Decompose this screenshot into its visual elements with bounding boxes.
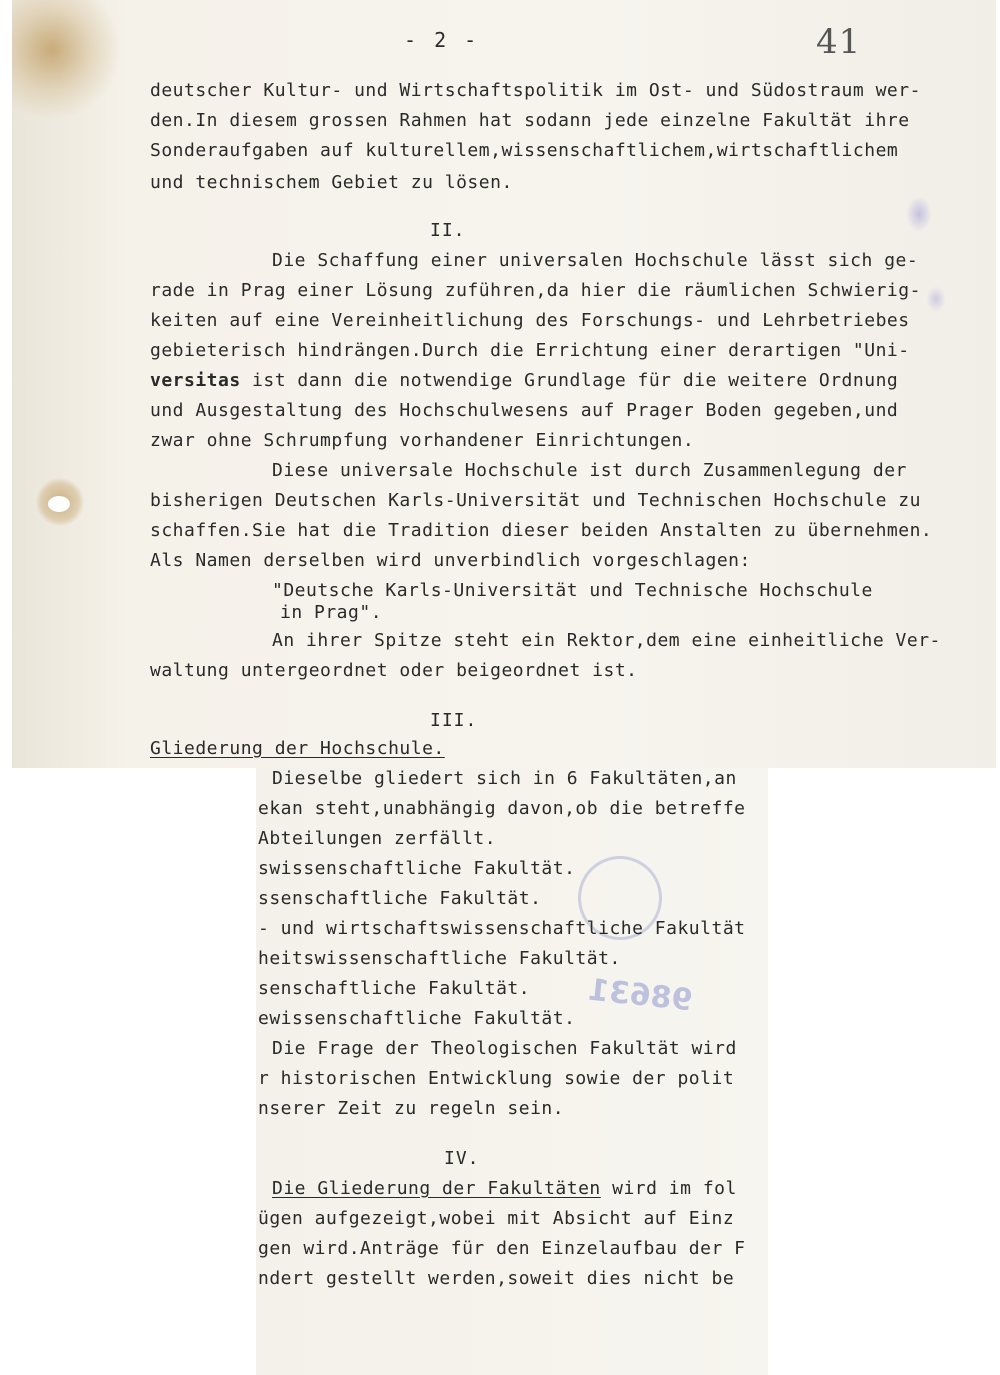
text-line: Die Frage der Theologischen Fakultät wird	[272, 1038, 737, 1059]
text-line: und Ausgestaltung des Hochschulwesens auf Prager Boden gegeben,und	[150, 400, 899, 421]
text-line: An ihrer Spitze steht ein Rektor,dem eine einheitliche Ver-	[272, 630, 941, 651]
text-segment: wird im fol	[600, 1178, 737, 1199]
text-line: zwar ohne Schrumpfung vorhandener Einrichtungen.	[150, 430, 695, 451]
text-line: heitswissenschaftliche Fakultät.	[258, 948, 621, 969]
text-line: keiten auf eine Vereinheitlichung des Forschungs- und Lehrbetriebes	[150, 310, 910, 331]
text-line: ewissenschaftliche Fakultät.	[258, 1008, 576, 1029]
text-line: bisherigen Deutschen Karls-Universität und Technischen Hochschule zu	[150, 490, 921, 511]
text-line: gen wird.Anträge für den Einzelaufbau der F	[258, 1238, 746, 1259]
text-line: Sonderaufgaben auf kulturellem,wissenschaftlichem,wirtschaftlichem	[150, 140, 899, 161]
text-line: senschaftliche Fakultät.	[258, 978, 531, 999]
text-line: gebieterisch hindrängen.Durch die Errichtung einer derartigen "Uni-	[150, 340, 910, 361]
text-line: - und wirtschaftswissenschaftliche Fakultät	[258, 918, 746, 939]
bold-word: versitas	[150, 370, 241, 391]
archive-number: 41	[816, 22, 862, 62]
text-line: rade in Prag einer Lösung zuführen,da hier die räumlichen Schwierig-	[150, 280, 921, 301]
text-segment: ist dann die notwendige Grundlage für die weitere Ordnung	[240, 370, 899, 391]
text-line: nserer Zeit zu regeln sein.	[258, 1098, 565, 1119]
underlined-phrase: Die Gliederung der Fakultäten	[272, 1178, 601, 1199]
text-line: waltung untergeordnet oder beigeordnet ist.	[150, 660, 638, 681]
text-line: Dieselbe gliedert sich in 6 Fakultäten,an	[272, 768, 737, 789]
text-line: r historischen Entwicklung sowie der polit	[258, 1068, 735, 1089]
text-line: Als Namen derselben wird unverbindlich vorgeschlagen:	[150, 550, 751, 571]
punch-hole	[36, 478, 84, 526]
text-line: deutscher Kultur- und Wirtschaftspolitik im Ost- und Südostraum wer-	[150, 80, 921, 101]
text-line: ssenschaftliche Fakultät.	[258, 888, 542, 909]
text-line: in Prag".	[280, 602, 383, 623]
text-line	[150, 370, 898, 392]
mirrored-stamp-number: 98631	[586, 972, 694, 1019]
text-line: swissenschaftliche Fakultät.	[258, 858, 576, 879]
text-line: ekan steht,unabhängig davon,ob die betreffe	[258, 798, 746, 819]
text-line: ndert gestellt werden,soweit dies nicht be	[258, 1268, 735, 1289]
text-line	[272, 1178, 737, 1200]
page-number: - 2 -	[404, 28, 480, 52]
ink-stamp-mark	[926, 286, 946, 312]
text-line: den.In diesem grossen Rahmen hat sodann jede einzelne Fakultät ihre	[150, 110, 910, 131]
text-line: Abteilungen zerfällt.	[258, 828, 497, 849]
section-heading-ii: II.	[430, 220, 466, 241]
text-line: schaffen.Sie hat die Tradition dieser beiden Anstalten zu übernehmen.	[150, 520, 933, 541]
text-line: ügen aufgezeigt,wobei mit Absicht auf Einz	[258, 1208, 735, 1229]
text-line: und technischem Gebiet zu lösen.	[150, 172, 513, 193]
text-line: "Deutsche Karls-Universität und Technische Hochschule	[272, 580, 873, 601]
ink-stamp-mark	[906, 196, 932, 232]
section-subheading: Gliederung der Hochschule.	[150, 738, 445, 759]
section-heading-iv: IV.	[444, 1148, 480, 1169]
text-line: Die Schaffung einer universalen Hochschule lässt sich ge-	[272, 250, 919, 271]
section-heading-iii: III.	[430, 710, 478, 731]
text-line: Diese universale Hochschule ist durch Zusammenlegung der	[272, 460, 907, 481]
